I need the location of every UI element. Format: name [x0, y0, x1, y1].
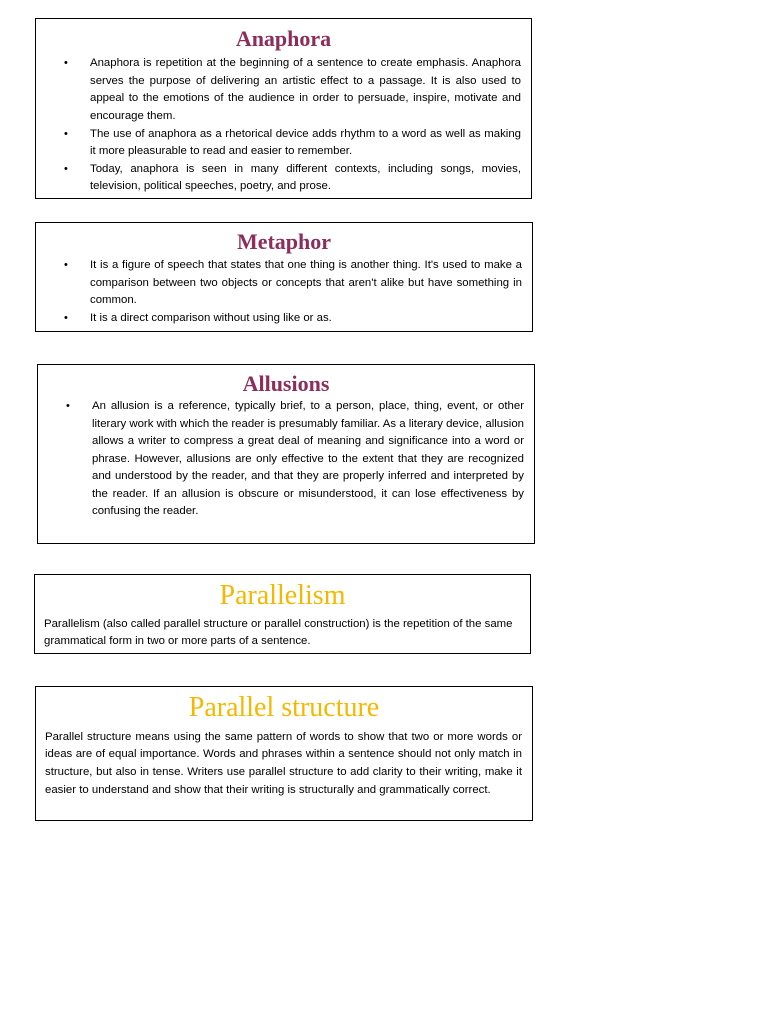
allusions-card — [37, 364, 535, 544]
metaphor-title: Metaphor — [236, 229, 332, 254]
list-item-text: The use of anaphora as a rhetorical device adds rhythm to a word as well as making it more pleasurable to read and easier to remember. — [90, 127, 521, 158]
parallel-structure-card — [35, 686, 533, 821]
list-item — [36, 257, 522, 310]
bullet-icon: • — [64, 311, 68, 324]
parallel-structure-title: Parallel structure — [188, 692, 380, 723]
list-item — [36, 310, 522, 328]
list-item — [36, 55, 521, 125]
list-item-text: It is a direct comparison without using like or as. — [90, 311, 332, 324]
list-item — [38, 398, 524, 521]
bullet-icon: • — [64, 162, 68, 175]
allusions-title: Allusions — [242, 371, 330, 396]
bullet-icon: • — [64, 57, 68, 70]
metaphor-bullet-list — [36, 257, 532, 327]
bullet-icon: • — [64, 259, 68, 272]
list-item — [36, 126, 521, 161]
parallelism-title: Parallelism — [219, 580, 346, 611]
bullet-icon: • — [64, 127, 68, 140]
bullet-icon: • — [66, 400, 70, 413]
list-item-text: An allusion is a reference, typically brief, to a person, place, thing, event, or other literary work with which the reader is presumably familiar. As a literary device, allusion allows a writer to compress a great deal of meaning and significance into a word or phrase. However, allusions are only effective to the extent that they are recognized and understood by the reader, and that they are properly inferred and interpreted by the reader. If an allusion is obscure or misunderstood, it can lose effectiveness by confusing the reader. — [92, 400, 524, 518]
parallelism-card — [34, 574, 531, 654]
anaphora-card — [35, 18, 532, 199]
anaphora-bullet-list — [36, 55, 531, 196]
parallelism-body: Parallelism (also called parallel structure or parallel construction) is the repetition of the same grammatical form in two or more parts of a sentence. — [44, 617, 513, 648]
list-item — [36, 161, 521, 196]
list-item-text: Today, anaphora is seen in many different contexts, including songs, movies, television, political speeches, poetry, and prose. — [90, 162, 521, 193]
allusions-bullet-list — [38, 398, 534, 521]
list-item-text: Anaphora is repetition at the beginning of a sentence to create emphasis. Anaphora serves the purpose of delivering an artistic effect to a passage. It is also used to appeal to the emotions of the audience in order to persuade, inspire, motivate and encourage them. — [90, 57, 521, 122]
parallel-structure-body: Parallel structure means using the same pattern of words to show that two or more words or ideas are of equal importance. Words and phrases within a sentence should not only match in structure, but also in tense. Writers use parallel structure to add clarity to their writing, make it easier to understand and show that their writing is structurally and grammatically correct. — [45, 730, 522, 796]
anaphora-title: Anaphora — [235, 26, 332, 51]
list-item-text: It is a figure of speech that states that one thing is another thing. It's used to make a comparison between two objects or concepts that aren't alike but have something in common. — [90, 259, 522, 307]
metaphor-card — [35, 222, 533, 332]
